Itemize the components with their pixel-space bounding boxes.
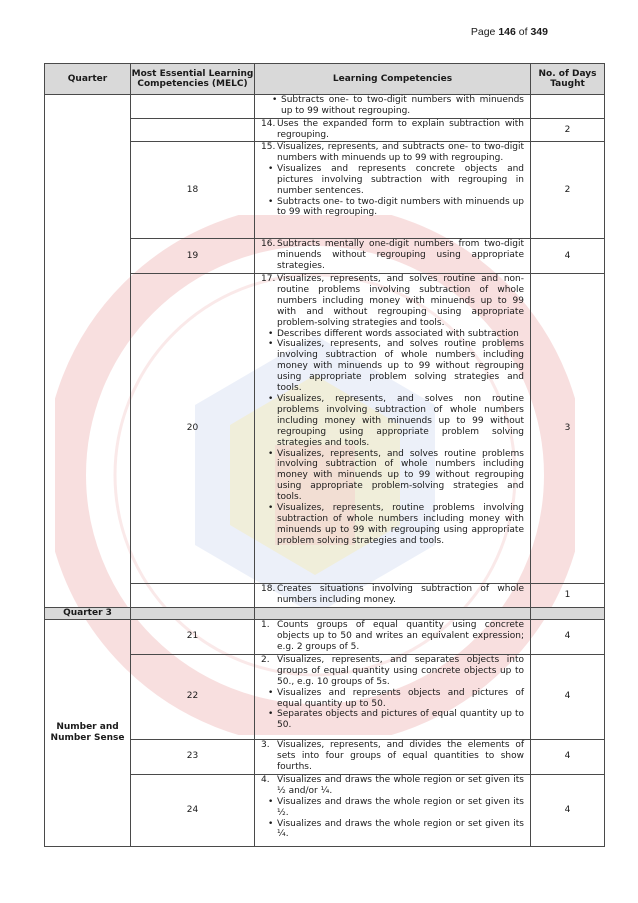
competency-bullet: • Visualizes and draws the whole region or set given its ¼.: [261, 819, 524, 841]
competency-bullet: • Visualizes, represents, and solves routine problems involving subtraction of whole numbers including money with minuends up to 99 without regrouping using appropriate problem-solving strategies and tools.: [261, 449, 524, 504]
competency-bullet: • Visualizes, represents, and solves routine problems involving subtraction of whole numbers including money with minuends up to 99 without regrouping using appropriate problem solving strategies and tools.: [261, 339, 524, 394]
days-cell: 4: [531, 619, 605, 654]
competency-bullet: • Describes different words associated with subtraction: [261, 329, 524, 340]
competency-bullet: • Separates objects and pictures of equal quantity up to 50.: [261, 709, 524, 731]
quarter-label: Quarter 3: [45, 608, 131, 620]
table-header-row: [45, 64, 605, 95]
competency-number: 18.: [261, 584, 276, 594]
competency-text: Visualizes, represents, and divides the elements of sets into four groups of equal quantities to show fourths.: [277, 739, 524, 772]
competency-text: Creates situations involving subtraction of whole numbers including money.: [277, 584, 524, 605]
competency-bullet: • Visualizes and draws the whole region or set given its ½.: [261, 797, 524, 819]
days-cell: 4: [531, 654, 605, 739]
days-cell: 4: [531, 239, 605, 274]
competency-number: 3.: [261, 739, 270, 750]
competency-text: Subtracts mentally one-digit numbers from two-digit minuends without regrouping using appropriate strategies.: [277, 239, 524, 271]
melc-cell: 23: [131, 739, 255, 774]
competency-text: Uses the expanded form to explain subtraction with regrouping.: [277, 119, 524, 140]
header-quarter: Quarter: [45, 64, 131, 95]
melc-cell: 24: [131, 774, 255, 846]
melc-cell: 18: [131, 142, 255, 239]
header-days: No. of Days Taught: [531, 64, 605, 95]
competency-number: 15.: [261, 142, 276, 152]
competency-number: 2.: [261, 654, 270, 665]
competency-bullet: • Visualizes and represents concrete objects and pictures involving subtraction with regrouping in number sentences.: [261, 164, 524, 197]
competency-text: Visualizes, represents, and separates objects into groups of equal quantity using concrete objects up to 50., e.g. 10 groups of 5s.: [277, 654, 524, 687]
days-cell: 2: [531, 142, 605, 239]
header-melc: Most Essential Learning Competencies (MELC): [131, 64, 255, 95]
table-row: [45, 619, 605, 654]
strand-cell: Number and Number Sense: [45, 619, 131, 846]
days-cell: 3: [531, 274, 605, 584]
competency-number: 14.: [261, 119, 276, 129]
competency-number: 4.: [261, 774, 270, 785]
competency-bullet: • Visualizes, represents, and solves non routine problems involving subtraction of whole numbers including money with minuends up to 99 without regrouping using appropriate problem solving strategies and tools.: [261, 394, 524, 449]
competency-text: Counts groups of equal quantity using concrete objects up to 50 and writes an equivalent expression; e.g. 2 groups of 5.: [277, 619, 524, 652]
competency-text: Visualizes and draws the whole region or set given its ½ and/or ¼.: [277, 774, 524, 796]
melc-cell: 21: [131, 619, 255, 654]
days-cell: 1: [531, 584, 605, 608]
melc-cell: 19: [131, 239, 255, 274]
days-cell: 2: [531, 119, 605, 142]
competency-bullet: • Subtracts one- to two-digit numbers with minuends up to 99 without regrouping.: [261, 95, 524, 117]
days-cell: 4: [531, 774, 605, 846]
competency-text: Visualizes, represents, and solves routine and non-routine problems involving subtraction of whole numbers including money with minuends up to 99 with and without regrouping using appropriate problem-solving strategies and tools.: [277, 274, 524, 328]
table-row: [45, 95, 605, 119]
competency-text: Visualizes, represents, and subtracts one- to two-digit numbers with minuends up to 99 with regrouping.: [277, 142, 524, 163]
competency-table: [44, 63, 605, 608]
competency-number: 17.: [261, 274, 276, 284]
melc-cell: 22: [131, 654, 255, 739]
melc-cell: 20: [131, 274, 255, 584]
competency-number: 1.: [261, 619, 270, 630]
competency-table-quarter3: [44, 607, 605, 847]
page-number: Page 146 of 349: [470, 26, 548, 38]
days-cell: 4: [531, 739, 605, 774]
competency-bullet: • Visualizes and represents objects and pictures of equal quantity up to 50.: [261, 688, 524, 710]
competency-bullet: • Subtracts one- to two-digit numbers with minuends up to 99 with regrouping.: [261, 197, 524, 219]
quarter-divider-row: [45, 608, 605, 620]
competency-number: 16.: [261, 239, 276, 249]
competency-bullet: • Visualizes, represents, routine problems involving subtraction of whole numbers including money with minuends up to 99 with regrouping using appropriate problem solving strategies and tools.: [261, 503, 524, 547]
quarter-cell-empty: [45, 95, 131, 608]
header-competencies: Learning Competencies: [255, 64, 531, 95]
